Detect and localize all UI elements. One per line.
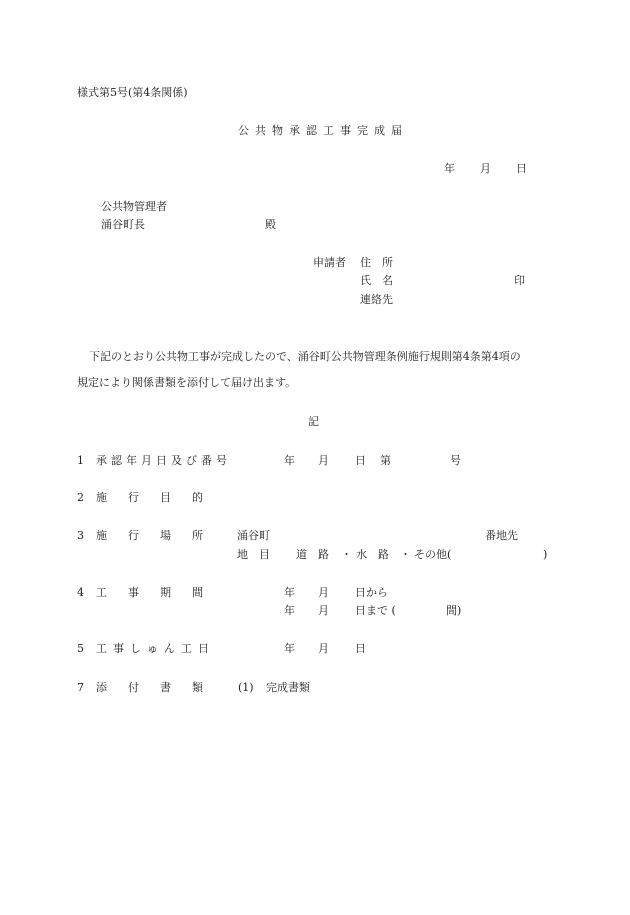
date-year-label: 年: [444, 162, 455, 175]
item4-label: 工事期間: [96, 586, 224, 599]
item7-label: 添付書類: [96, 681, 224, 694]
applicant-address-label: 住 所: [360, 256, 393, 269]
item3-label: 施行場所: [96, 529, 224, 542]
applicant-contact-label: 連絡先: [360, 293, 393, 306]
item1-year: 年: [284, 454, 295, 467]
item3-water: 水 路: [356, 548, 389, 561]
item7-number: 7: [77, 681, 84, 694]
item1-day: 日: [355, 454, 366, 467]
item1-number: 1: [77, 454, 84, 467]
date-month-label: 月: [480, 162, 491, 175]
item4-to-day: 日まで (: [355, 604, 396, 617]
item5-number: 5: [77, 642, 84, 655]
item4-to-year: 年: [284, 604, 295, 617]
addressee-name: 涌谷町長: [101, 218, 145, 231]
item1-label: 承認年月日及び番号: [96, 454, 231, 467]
addressee-honorific: 殿: [265, 218, 276, 231]
applicant-label: 申請者: [313, 256, 346, 269]
item3-dot1: ・: [341, 548, 352, 561]
item5-year: 年: [284, 642, 295, 655]
item3-chimoku: 地 目: [237, 548, 270, 561]
item3-close-paren: ): [543, 548, 548, 561]
item4-to-month: 月: [318, 604, 329, 617]
item5-month: 月: [318, 642, 329, 655]
item1-dai: 第: [380, 454, 391, 467]
item7-sub-label: 完成書類: [266, 681, 310, 694]
form-number-label: 様式第5号(第4条関係): [77, 86, 188, 99]
addressee-title: 公共物管理者: [101, 200, 167, 213]
item3-number: 3: [77, 529, 84, 542]
applicant-name-label: 氏 名: [360, 274, 393, 287]
item3-road: 道 路: [296, 548, 329, 561]
item3-other: その他(: [414, 548, 452, 561]
item4-from-year: 年: [284, 586, 295, 599]
item7-sub-number: (1): [238, 681, 254, 694]
item3-banchi: 番地先: [485, 529, 518, 542]
item3-town: 涌谷町: [237, 529, 270, 542]
item5-label: 工事しゅん工日: [96, 642, 215, 655]
item2-label: 施行目的: [96, 491, 224, 504]
seal-mark: 印: [514, 274, 525, 287]
item4-from-day: 日から: [355, 586, 388, 599]
item1-month: 月: [318, 454, 329, 467]
document-title: 公共物承認工事完成届: [238, 124, 408, 137]
ki-heading: 記: [308, 415, 319, 428]
body-text-line1: 下記のとおり公共物工事が完成したので、涌谷町公共物管理条例施行規則第4条第4項の: [89, 350, 521, 363]
item4-from-month: 月: [318, 586, 329, 599]
date-day-label: 日: [516, 162, 527, 175]
item4-number: 4: [77, 586, 84, 599]
body-text-line2: 規定により関係書類を添付して届け出ます。: [77, 376, 297, 389]
item2-number: 2: [77, 491, 84, 504]
item1-go: 号: [450, 454, 461, 467]
item4-duration: 間): [446, 604, 462, 617]
item3-dot2: ・: [400, 548, 411, 561]
item5-day: 日: [355, 642, 366, 655]
